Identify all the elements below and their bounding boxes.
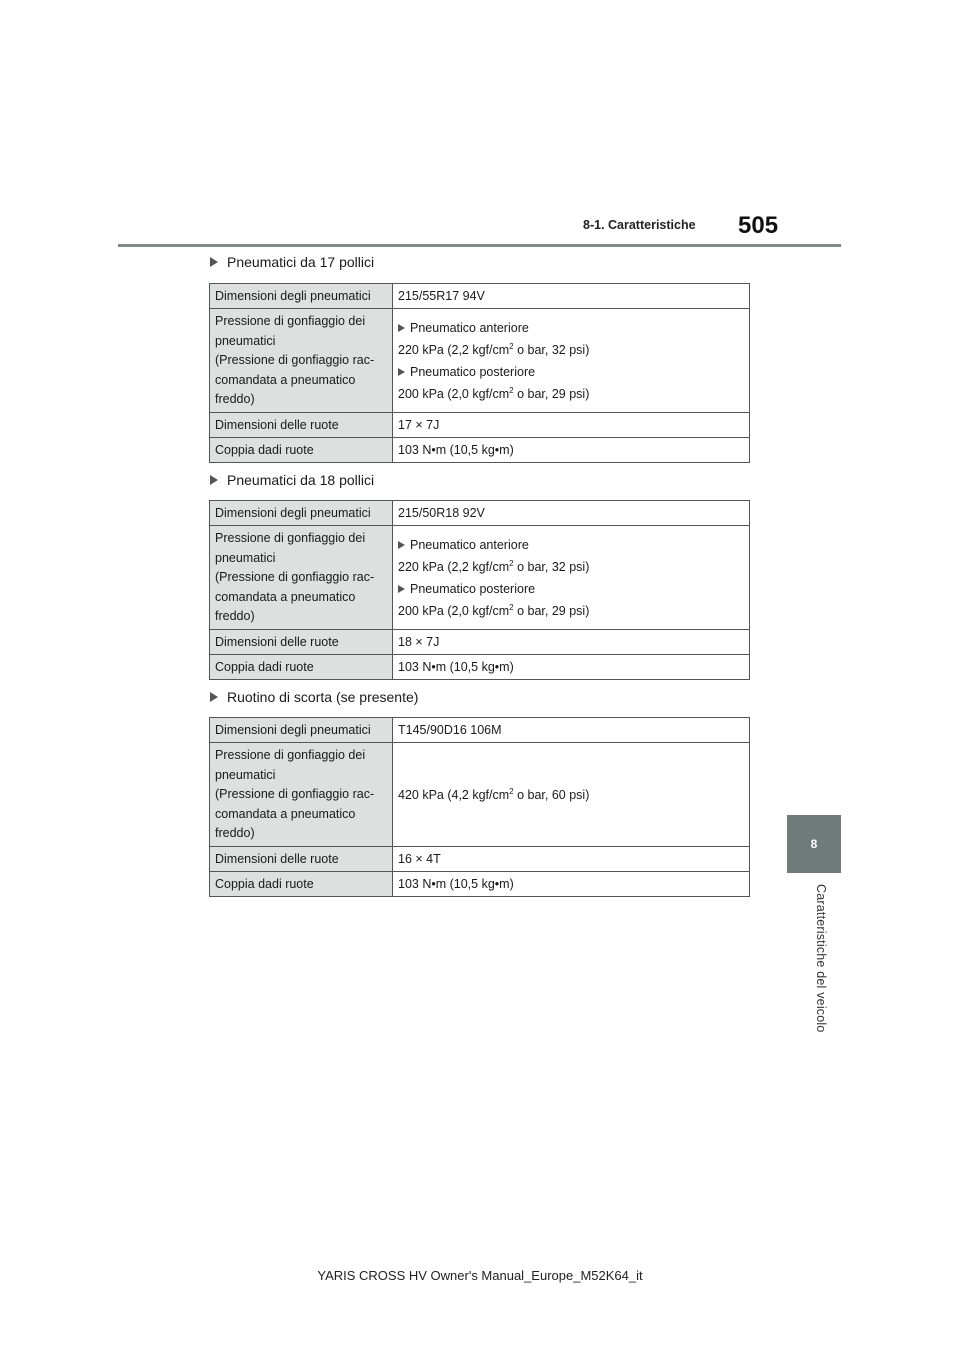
rear-tire-pressure xyxy=(398,600,744,622)
row-value: 16 × 4T xyxy=(393,847,750,872)
row-label: Dimensioni delle ruote xyxy=(210,630,393,655)
label-line: (Pressione di gonfiaggio rac- xyxy=(215,570,375,584)
bullet-triangle-icon xyxy=(398,541,405,549)
row-value: 17 × 7J xyxy=(393,413,750,438)
label-line: comandata a pneumatico xyxy=(215,372,356,387)
rear-tire-pressure xyxy=(398,383,744,405)
bullet-triangle-icon xyxy=(210,692,218,702)
table-row xyxy=(210,655,750,680)
chapter-title: Caratteristiche del veicolo xyxy=(814,884,828,1033)
section-title: 8-1. Caratteristiche xyxy=(583,218,696,232)
label-line: freddo) xyxy=(215,826,255,840)
label-line: (Pressione di gonfiaggio rac- xyxy=(215,787,375,801)
chapter-tab[interactable] xyxy=(787,815,841,873)
row-value: 18 × 7J xyxy=(393,630,750,655)
label-line: Pressione di gonfiaggio dei xyxy=(215,314,366,328)
pressure-text: 200 kPa (2,0 kgf/cm xyxy=(398,386,510,401)
table-row xyxy=(210,284,750,309)
row-label: Dimensioni delle ruote xyxy=(210,413,393,438)
row-label: Dimensioni degli pneumatici xyxy=(210,284,393,309)
front-label: Pneumatico anteriore xyxy=(410,537,529,552)
section-heading-spare xyxy=(210,689,418,705)
row-value: T145/90D16 106M xyxy=(393,718,750,743)
bullet-triangle-icon xyxy=(398,324,405,332)
page-number: 505 xyxy=(738,212,779,239)
table-row xyxy=(210,526,750,630)
table-row xyxy=(210,743,750,847)
section-heading-17 xyxy=(210,254,374,270)
row-value: 103 N•m (10,5 kg•m) xyxy=(393,438,750,463)
spare-pressure xyxy=(398,788,589,802)
spec-table-18 xyxy=(209,500,750,680)
rear-tire-heading xyxy=(398,361,744,383)
row-label: Dimensioni degli pneumatici xyxy=(210,501,393,526)
table-row xyxy=(210,630,750,655)
superscript: 2 xyxy=(509,602,514,612)
table-row xyxy=(210,847,750,872)
front-tire-heading xyxy=(398,534,744,556)
label-line: pneumatici xyxy=(215,767,276,782)
pressure-text: 220 kPa (2,2 kgf/cm xyxy=(398,342,510,357)
label-line: pneumatici xyxy=(215,333,276,348)
footer-text: YARIS CROSS HV Owner's Manual_Europe_M52K64_it xyxy=(317,1268,643,1283)
table-row xyxy=(210,718,750,743)
section-heading-text: Pneumatici da 18 pollici xyxy=(227,472,375,488)
label-line: Pressione di gonfiaggio dei xyxy=(215,531,366,545)
rear-tire-heading xyxy=(398,578,744,600)
bullet-triangle-icon xyxy=(398,585,405,593)
row-label xyxy=(210,743,393,847)
row-value xyxy=(393,526,750,630)
table-row xyxy=(210,438,750,463)
header-divider xyxy=(118,244,841,247)
pressure-text: 420 kPa (4,2 kgf/cm xyxy=(398,787,510,802)
label-line: comandata a pneumatico xyxy=(215,589,356,604)
section-heading-text: Pneumatici da 17 pollici xyxy=(227,254,375,270)
front-tire-heading xyxy=(398,317,744,339)
row-label xyxy=(210,526,393,630)
front-tire-pressure xyxy=(398,339,744,361)
row-value: 215/55R17 94V xyxy=(393,284,750,309)
row-value: 215/50R18 92V xyxy=(393,501,750,526)
table-row xyxy=(210,501,750,526)
label-line: Pressione di gonfiaggio dei xyxy=(215,748,366,762)
pressure-text: o bar, 32 psi) xyxy=(513,559,590,574)
label-line: (Pressione di gonfiaggio rac- xyxy=(215,353,375,367)
row-value xyxy=(393,743,750,847)
table-row xyxy=(210,413,750,438)
row-label: Coppia dadi ruote xyxy=(210,655,393,680)
row-label: Dimensioni degli pneumatici xyxy=(210,718,393,743)
label-line: freddo) xyxy=(215,392,255,406)
row-label xyxy=(210,309,393,413)
label-line: freddo) xyxy=(215,609,255,623)
pressure-text: o bar, 29 psi) xyxy=(513,386,590,401)
row-label: Dimensioni delle ruote xyxy=(210,847,393,872)
row-label: Coppia dadi ruote xyxy=(210,872,393,897)
section-heading-text: Ruotino di scorta (se presente) xyxy=(227,689,419,705)
spec-table-spare xyxy=(209,717,750,897)
bullet-triangle-icon xyxy=(398,368,405,376)
front-label: Pneumatico anteriore xyxy=(410,320,529,335)
section-heading-18 xyxy=(210,472,374,488)
superscript: 2 xyxy=(509,558,514,568)
table-row xyxy=(210,309,750,413)
row-label: Coppia dadi ruote xyxy=(210,438,393,463)
superscript: 2 xyxy=(509,385,514,395)
rear-label: Pneumatico posteriore xyxy=(410,581,536,596)
rear-label: Pneumatico posteriore xyxy=(410,364,536,379)
bullet-triangle-icon xyxy=(210,257,218,267)
front-tire-pressure xyxy=(398,556,744,578)
pressure-text: o bar, 32 psi) xyxy=(513,342,590,357)
pressure-text: 200 kPa (2,0 kgf/cm xyxy=(398,603,510,618)
pressure-text: o bar, 60 psi) xyxy=(513,787,590,802)
pressure-text: o bar, 29 psi) xyxy=(513,603,590,618)
table-row xyxy=(210,872,750,897)
bullet-triangle-icon xyxy=(210,475,218,485)
row-value: 103 N•m (10,5 kg•m) xyxy=(393,655,750,680)
label-line: comandata a pneumatico xyxy=(215,806,356,821)
superscript: 2 xyxy=(509,341,514,351)
row-value: 103 N•m (10,5 kg•m) xyxy=(393,872,750,897)
row-value xyxy=(393,309,750,413)
label-line: pneumatici xyxy=(215,550,276,565)
chapter-number: 8 xyxy=(810,837,818,851)
pressure-text: 220 kPa (2,2 kgf/cm xyxy=(398,559,510,574)
spec-table-17 xyxy=(209,283,750,463)
superscript: 2 xyxy=(509,786,514,796)
